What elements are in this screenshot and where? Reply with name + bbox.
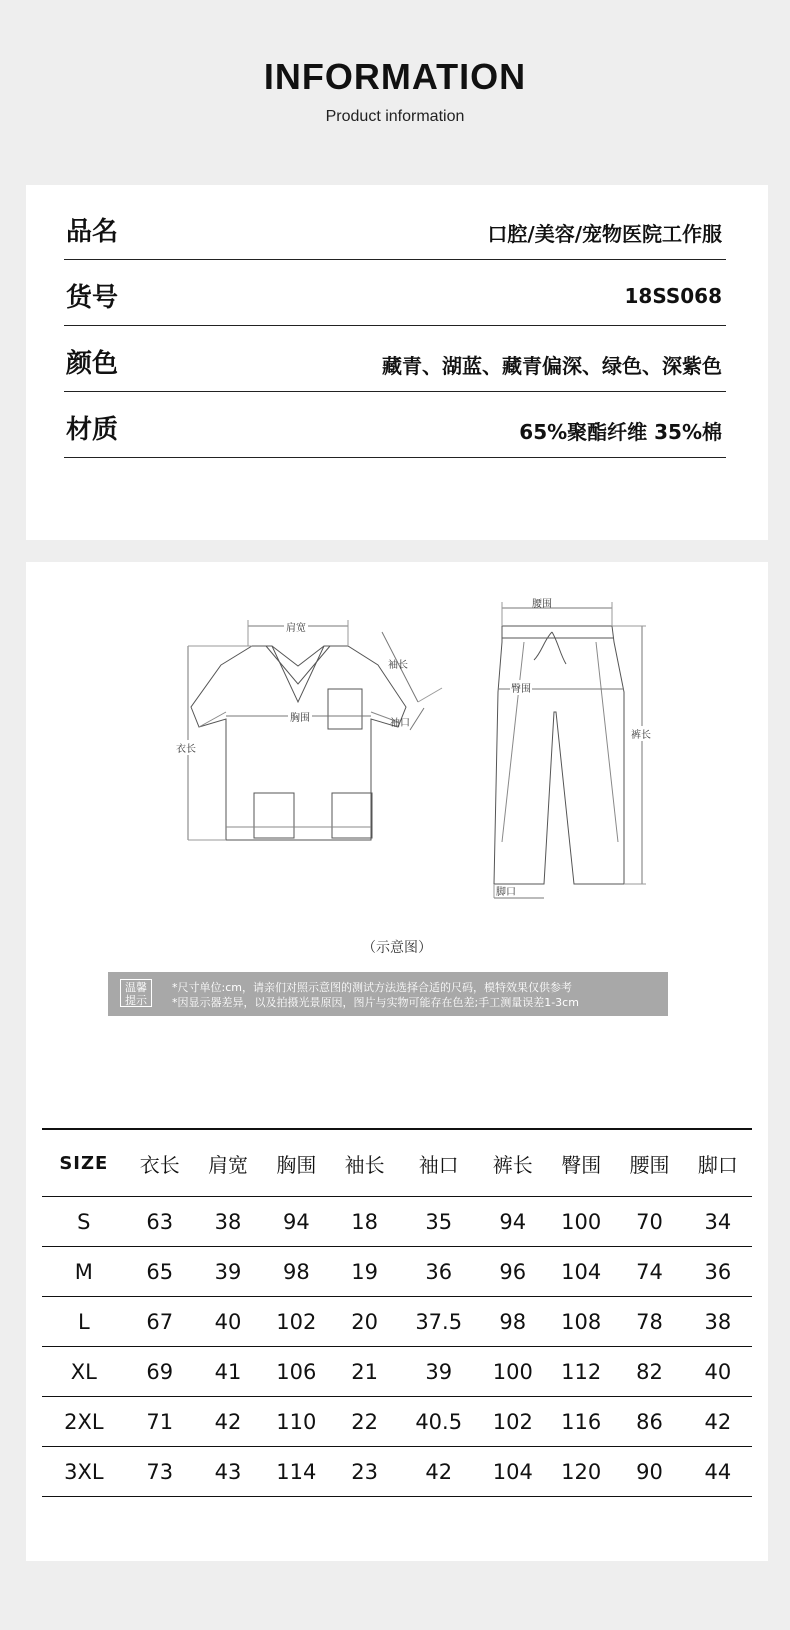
measurement-cell: 120: [547, 1447, 615, 1497]
info-label: 材质: [66, 415, 119, 445]
measurement-cell: 42: [194, 1397, 262, 1447]
measurement-cell: 71: [126, 1397, 194, 1447]
notice-tag-line1: 温馨: [125, 981, 147, 994]
measurement-cell: 42: [684, 1397, 752, 1447]
measurement-cell: 63: [126, 1197, 194, 1247]
table-header-cell: 腰围: [615, 1129, 683, 1197]
size-chart-card: [26, 562, 768, 1561]
table-header-cell: 臀围: [547, 1129, 615, 1197]
measurement-cell: 36: [684, 1247, 752, 1297]
measurement-cell: 21: [331, 1347, 399, 1397]
info-label: 品名: [66, 217, 119, 247]
size-cell: S: [42, 1197, 126, 1247]
label-pants-length: 裤长: [630, 726, 652, 741]
table-header-cell: SIZE: [42, 1129, 126, 1197]
scrub-pants-illustration: [494, 626, 624, 884]
measurement-cell: 44: [684, 1447, 752, 1497]
measurement-cell: 104: [547, 1247, 615, 1297]
table-row: [42, 1297, 752, 1347]
info-value: 口腔/美容/宠物医院工作服: [487, 222, 722, 246]
measurement-cell: 82: [615, 1347, 683, 1397]
label-sleeve-length: 袖长: [388, 660, 408, 671]
info-value: 65%聚酯纤维 35%棉: [519, 420, 722, 444]
info-value: 18SS068: [624, 284, 722, 308]
measurement-cell: 20: [331, 1297, 399, 1347]
label-hip: 臀围: [510, 680, 532, 695]
measurement-cell: 43: [194, 1447, 262, 1497]
table-header-cell: 袖口: [399, 1129, 479, 1197]
measurement-cell: 100: [479, 1347, 547, 1397]
measurement-cell: 110: [262, 1397, 330, 1447]
notice-line-1: *尺寸单位:cm，请亲们对照示意图的测试方法选择合适的尺码，模特效果仅供参考: [172, 981, 572, 994]
notice-tag: [120, 979, 152, 1007]
measurement-cell: 69: [126, 1347, 194, 1397]
table-header-row: [42, 1129, 752, 1197]
measurement-cell: 73: [126, 1447, 194, 1497]
measurement-cell: 90: [615, 1447, 683, 1497]
table-row: [42, 1347, 752, 1397]
label-leg-opening: 脚口: [496, 887, 516, 898]
product-info-card: [26, 185, 768, 540]
label-cuff: 袖口: [390, 718, 410, 729]
info-row-color: [64, 331, 726, 392]
table-header-cell: 裤长: [479, 1129, 547, 1197]
info-value: 藏青、湖蓝、藏青偏深、绿色、深紫色: [382, 354, 722, 378]
info-row-item-number: [64, 265, 726, 326]
table-row: [42, 1397, 752, 1447]
measurement-cell: 100: [547, 1197, 615, 1247]
measurement-diagram: [26, 562, 768, 932]
measurement-cell: 98: [479, 1297, 547, 1347]
measurement-cell: 74: [615, 1247, 683, 1297]
notice-banner: [108, 972, 668, 1016]
size-table: [42, 1128, 752, 1497]
label-shoulder: 肩宽: [284, 619, 308, 634]
measurement-cell: 102: [479, 1397, 547, 1447]
measurement-cell: 34: [684, 1197, 752, 1247]
measurement-cell: 39: [399, 1347, 479, 1397]
page-subtitle: Product information: [325, 108, 465, 125]
info-row-name: [64, 199, 726, 260]
measurement-cell: 65: [126, 1247, 194, 1297]
measurement-cell: 94: [479, 1197, 547, 1247]
measurement-cell: 23: [331, 1447, 399, 1497]
size-cell: 2XL: [42, 1397, 126, 1447]
measurement-cell: 38: [684, 1297, 752, 1347]
table-row: [42, 1447, 752, 1497]
measurement-cell: 67: [126, 1297, 194, 1347]
measurement-cell: 36: [399, 1247, 479, 1297]
measurement-cell: 38: [194, 1197, 262, 1247]
measurement-cell: 78: [615, 1297, 683, 1347]
measurement-cell: 40: [684, 1347, 752, 1397]
measurement-cell: 116: [547, 1397, 615, 1447]
measurement-cell: 40.5: [399, 1397, 479, 1447]
measurement-cell: 104: [479, 1447, 547, 1497]
measurement-cell: 19: [331, 1247, 399, 1297]
info-label: 颜色: [66, 349, 119, 379]
table-header-cell: 袖长: [331, 1129, 399, 1197]
size-cell: L: [42, 1297, 126, 1347]
measurement-cell: 108: [547, 1297, 615, 1347]
measurement-cell: 42: [399, 1447, 479, 1497]
size-cell: 3XL: [42, 1447, 126, 1497]
notice-tag-line2: 提示: [125, 994, 147, 1007]
measurement-cell: 102: [262, 1297, 330, 1347]
measurement-cell: 35: [399, 1197, 479, 1247]
measurement-cell: 18: [331, 1197, 399, 1247]
measurement-cell: 114: [262, 1447, 330, 1497]
table-row: [42, 1197, 752, 1247]
table-header-cell: 脚口: [684, 1129, 752, 1197]
table-row: [42, 1247, 752, 1297]
measurement-cell: 96: [479, 1247, 547, 1297]
measurement-cell: 112: [547, 1347, 615, 1397]
info-label: 货号: [66, 283, 119, 313]
info-row-material: [64, 397, 726, 458]
measurement-cell: 39: [194, 1247, 262, 1297]
measurement-cell: 41: [194, 1347, 262, 1397]
measurement-cell: 22: [331, 1397, 399, 1447]
table-header-cell: 肩宽: [194, 1129, 262, 1197]
measurement-cell: 37.5: [399, 1297, 479, 1347]
diagram-caption: （示意图）: [362, 940, 432, 956]
measurement-cell: 106: [262, 1347, 330, 1397]
label-waist: 腰围: [532, 599, 552, 610]
size-table-body: [42, 1197, 752, 1497]
label-chest: 胸围: [288, 709, 312, 724]
scrub-top-illustration: [191, 646, 406, 840]
size-cell: XL: [42, 1347, 126, 1397]
measurement-cell: 94: [262, 1197, 330, 1247]
page-title: INFORMATION: [263, 56, 527, 97]
label-length: 衣长: [174, 740, 198, 755]
table-header-cell: 胸围: [262, 1129, 330, 1197]
measurement-cell: 98: [262, 1247, 330, 1297]
size-cell: M: [42, 1247, 126, 1297]
measurement-cell: 86: [615, 1397, 683, 1447]
measurement-cell: 70: [615, 1197, 683, 1247]
measurement-cell: 40: [194, 1297, 262, 1347]
table-header-cell: 衣长: [126, 1129, 194, 1197]
notice-line-2: *因显示器差异，以及拍摄光景原因，图片与实物可能存在色差;手工测量误差1-3cm: [172, 996, 579, 1009]
